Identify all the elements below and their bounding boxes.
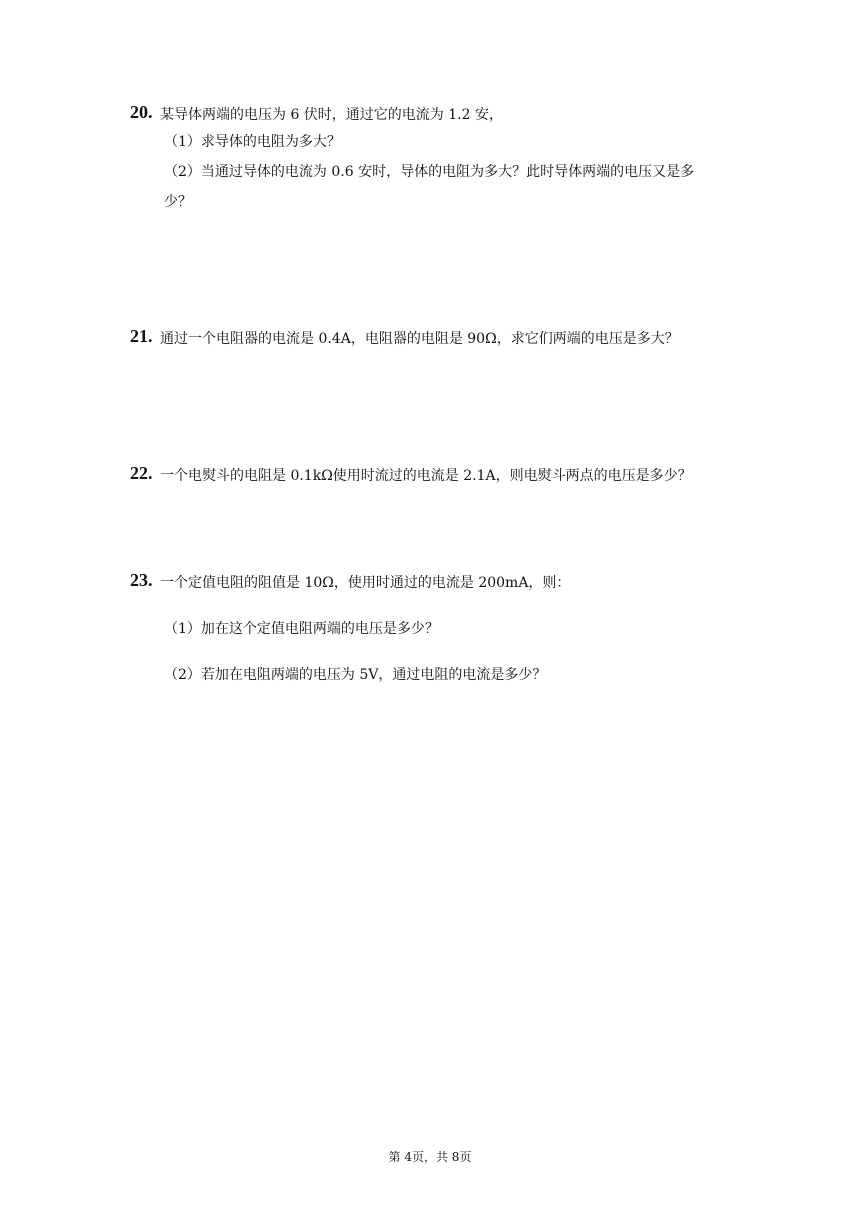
question-text: 一个定值电阻的阻值是 10Ω，使用时通过的电流是 200mA，则： xyxy=(160,575,571,591)
sub-question-2-cont: 少？ xyxy=(164,194,192,210)
question-number: 22. xyxy=(130,463,153,483)
sub-question-1: （1）求导体的电阻为多大？ xyxy=(164,134,341,150)
question-text: 某导体两端的电压为 6 伏时，通过它的电流为 1.2 安， xyxy=(160,107,503,123)
question-number: 23. xyxy=(130,570,153,590)
question-text: 通过一个电阻器的电流是 0.4A，电阻器的电阻是 90Ω，求它们两端的电压是多大？ xyxy=(160,331,679,347)
page-footer: 第 4页，共 8页 xyxy=(388,1150,472,1164)
sub-question-1: （1）加在这个定值电阻两端的电压是多少？ xyxy=(164,621,439,637)
sub-question-2: （2）若加在电阻两端的电压为 5V，通过电阻的电流是多少？ xyxy=(164,667,547,683)
sub-question-2: （2）当通过导体的电流为 0.6 安时，导体的电阻为多大？此时导体两端的电压又是多 xyxy=(164,164,695,180)
question-number: 21. xyxy=(130,326,153,346)
question-number: 20. xyxy=(130,102,153,122)
question-text: 一个电熨斗的电阻是 0.1kΩ使用时流过的电流是 2.1A，则电熨斗两点的电压是多少？ xyxy=(160,468,692,484)
